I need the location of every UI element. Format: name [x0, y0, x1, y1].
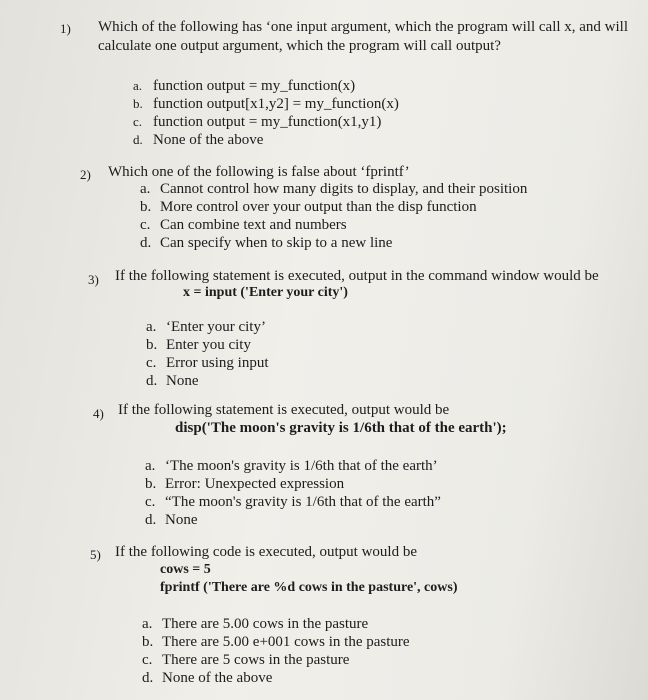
option-a	[140, 180, 527, 198]
option-b	[142, 633, 410, 651]
option-a	[145, 457, 438, 475]
code-line: disp('The moon's gravity is 1/6th that of the earth');	[175, 420, 507, 436]
question-text-line: calculate one output argument, which the program will call output?	[98, 38, 501, 54]
option-text: ‘Enter your city’	[166, 319, 266, 335]
option-c	[146, 354, 269, 372]
option-a	[142, 615, 368, 633]
option-letter: b.	[140, 199, 152, 215]
question-text-line: If the following statement is executed, output would be	[118, 402, 450, 418]
code-line: fprintf ('There are %d cows in the pasture', cows)	[160, 580, 458, 595]
option-text: function output = my_function(x1,y1)	[153, 114, 382, 130]
option-d	[142, 669, 272, 687]
option-letter: a.	[133, 78, 143, 93]
option-text: ‘The moon's gravity is 1/6th that of the earth’	[165, 458, 438, 474]
option-c	[133, 113, 381, 131]
option-text: Error: Unexpected expression	[165, 476, 345, 492]
option-letter: d.	[133, 132, 143, 147]
option-text: function output[x1,y2] = my_function(x)	[153, 96, 399, 112]
option-letter: c.	[133, 114, 143, 129]
option-text: function output = my_function(x)	[153, 78, 356, 94]
option-letter: c.	[145, 494, 156, 510]
option-text: None	[165, 512, 198, 528]
option-b	[133, 95, 399, 113]
option-letter: c.	[140, 217, 151, 233]
option-d	[145, 511, 198, 529]
option-b	[145, 475, 344, 493]
option-c	[145, 493, 441, 511]
option-text: Error using input	[166, 355, 269, 371]
option-letter: b.	[145, 476, 157, 492]
option-b	[140, 198, 477, 216]
question-number: 5)	[90, 547, 101, 562]
option-text: Can combine text and numbers	[160, 217, 347, 233]
option-text: More control over your output than the disp function	[160, 199, 477, 215]
option-c	[142, 651, 349, 669]
code-line: x = input ('Enter your city')	[183, 285, 348, 300]
option-text: Cannot control how many digits to display, and their position	[160, 181, 528, 197]
question-text-line: If the following code is executed, output would be	[115, 544, 418, 560]
option-letter: b.	[146, 337, 158, 353]
option-text: “The moon's gravity is 1/6th that of the earth”	[165, 494, 441, 510]
option-d	[146, 372, 199, 390]
question-text-line: If the following statement is executed, output in the command window would be	[115, 268, 599, 284]
option-letter: a.	[142, 616, 153, 632]
option-letter: a.	[145, 458, 156, 474]
question-text-line: Which one of the following is false about ‘fprintf’	[108, 164, 410, 180]
question-number: 2)	[80, 167, 91, 182]
option-c	[140, 216, 347, 234]
option-a	[133, 77, 355, 95]
option-d	[140, 234, 392, 252]
option-d	[133, 131, 263, 149]
option-text: None of the above	[162, 670, 273, 686]
option-letter: c.	[146, 355, 157, 371]
option-text: None	[166, 373, 199, 389]
option-text: There are 5.00 cows in the pasture	[162, 616, 369, 632]
option-letter: d.	[146, 373, 158, 389]
option-text: Enter you city	[166, 337, 251, 353]
code-line: cows = 5	[160, 562, 211, 577]
option-letter: d.	[142, 670, 154, 686]
option-a	[146, 318, 266, 336]
option-text: None of the above	[153, 132, 264, 148]
option-letter: d.	[140, 235, 152, 251]
option-b	[146, 336, 251, 354]
question-text-line: Which of the following has ‘one input argument, which the program will call x, and will	[98, 19, 629, 35]
option-letter: b.	[133, 96, 143, 111]
option-text: Can specify when to skip to a new line	[160, 235, 393, 251]
option-text: There are 5.00 e+001 cows in the pasture	[162, 634, 410, 650]
question-number: 3)	[88, 272, 99, 287]
option-text: There are 5 cows in the pasture	[162, 652, 350, 668]
question-number: 4)	[93, 406, 104, 421]
option-letter: d.	[145, 512, 157, 528]
option-letter: a.	[140, 181, 151, 197]
option-letter: a.	[146, 319, 157, 335]
option-letter: b.	[142, 634, 154, 650]
question-number: 1)	[60, 21, 71, 36]
option-letter: c.	[142, 652, 153, 668]
